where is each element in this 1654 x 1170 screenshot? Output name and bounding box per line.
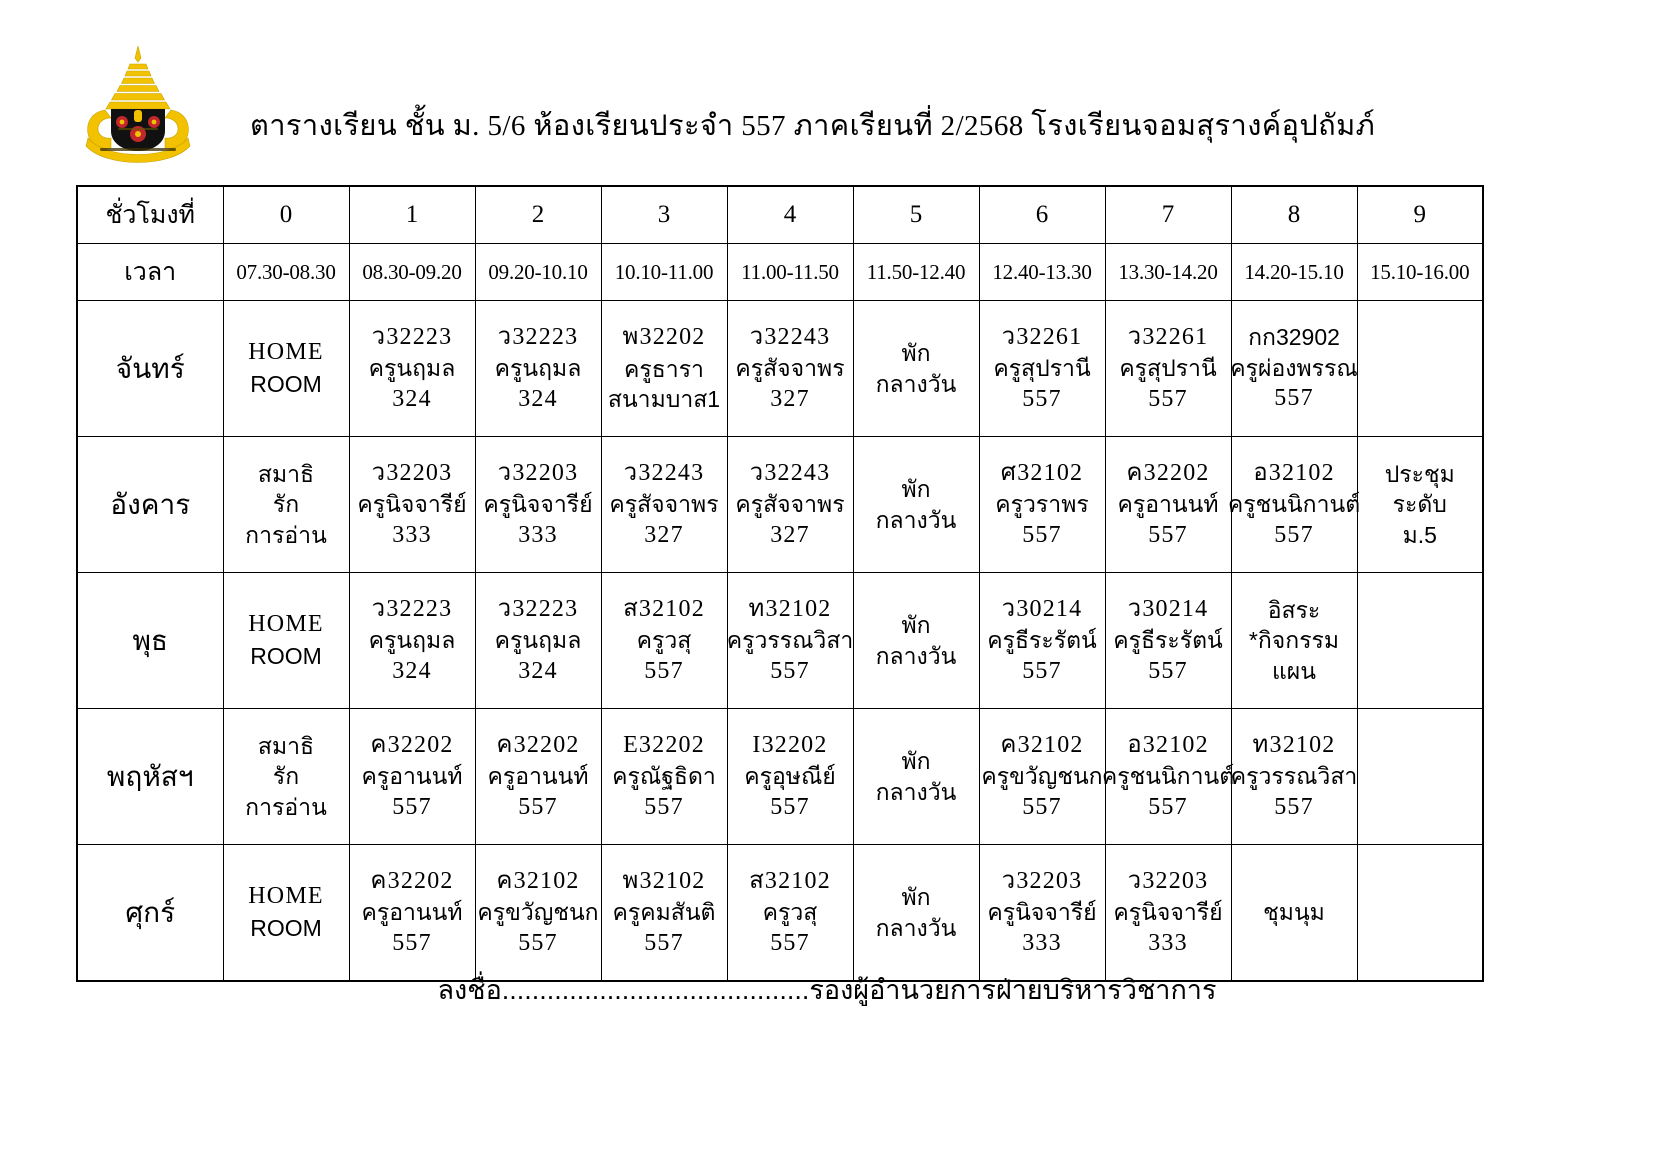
subject-code: ว32243 [749, 323, 831, 350]
room-number: 557 [1022, 793, 1062, 820]
timetable-cell[interactable] [1105, 301, 1231, 437]
room-number: 324 [518, 657, 558, 684]
teacher-name: ครูชนนิกานต์ [1101, 763, 1235, 790]
day-label-1: อังคาร [77, 437, 223, 573]
time-slot-4: 11.00-11.50 [727, 244, 853, 301]
subject-code: ว30214 [1127, 595, 1209, 622]
teacher-name: ครูคมสันติ [612, 899, 716, 926]
teacher-name: ครูนิจจารีย์ [483, 491, 593, 518]
day-label-2: พุธ [77, 573, 223, 709]
subject-code: อิสระ [1267, 596, 1321, 623]
time-header-row [77, 244, 1483, 301]
teacher-name: ครูชนนิกานต์ [1227, 491, 1361, 518]
subject-code: I32202 [752, 731, 828, 758]
timetable-cell[interactable] [1101, 709, 1235, 845]
room-number: 333 [1022, 929, 1062, 956]
teacher-name: ครูอานนท์ [1117, 491, 1219, 518]
subject-code: ว32261 [1127, 323, 1209, 350]
day-label-0: จันทร์ [77, 301, 223, 437]
subject-code: ประชุม [1384, 460, 1455, 487]
timetable-cell[interactable] [601, 709, 727, 845]
subject-code: ท32102 [1252, 731, 1336, 758]
teacher-name: ROOM [250, 371, 322, 398]
time-slot-5: 11.50-12.40 [853, 244, 979, 301]
room-number: 557 [1148, 385, 1188, 412]
subject-code: ศ32102 [1000, 459, 1084, 486]
period-header-row [77, 186, 1483, 244]
day-label-3: พฤหัสฯ [77, 709, 223, 845]
timetable-row [77, 301, 1483, 437]
period-row-label: ชั่วโมงที่ [77, 186, 223, 244]
timetable-cell[interactable] [349, 301, 475, 437]
timetable-cell[interactable] [853, 573, 979, 709]
timetable-cell[interactable] [979, 437, 1105, 573]
timetable-cell[interactable] [349, 573, 475, 709]
teacher-name: รัก [272, 491, 300, 518]
room-number: 557 [1148, 657, 1188, 684]
timetable-cell[interactable] [475, 301, 601, 437]
teacher-name: ครูสุปรานี [1119, 355, 1217, 382]
timetable-cell[interactable] [1227, 437, 1361, 573]
subject-code: ว30214 [1001, 595, 1083, 622]
room-number: 557 [1022, 385, 1062, 412]
subject-code: ว32203 [497, 459, 579, 486]
teacher-name: ครูวสุ [636, 627, 692, 654]
room-number: 327 [770, 521, 810, 548]
timetable-cell[interactable] [349, 845, 475, 982]
teacher-name: ครูวราพร [995, 491, 1089, 518]
teacher-name: ครูธีระรัตน์ [987, 627, 1097, 654]
subject-code: พัก [901, 612, 931, 639]
timetable-cell[interactable] [853, 437, 979, 573]
room-number: 557 [644, 657, 684, 684]
time-slot-2: 09.20-10.10 [475, 244, 601, 301]
room-number: 327 [644, 521, 684, 548]
room-number: 557 [644, 929, 684, 956]
teacher-name: ROOM [250, 915, 322, 942]
timetable-cell[interactable] [223, 301, 349, 437]
room-number: 324 [518, 385, 558, 412]
room-number: 333 [392, 521, 432, 548]
subject-code: ว32203 [1127, 867, 1209, 894]
room-number: แผน [1271, 657, 1317, 684]
timetable-cell[interactable] [727, 709, 853, 845]
room-number: 333 [1148, 929, 1188, 956]
teacher-name: ครูขวัญชนก [477, 899, 599, 926]
teacher-name: กลางวัน [875, 642, 957, 669]
timetable-cell[interactable] [727, 573, 853, 709]
subject-code: สมาธิ [257, 460, 315, 487]
timetable-cell[interactable] [727, 301, 853, 437]
teacher-name: กลางวัน [875, 914, 957, 941]
period-number-8: 8 [1231, 186, 1357, 244]
timetable-cell[interactable] [1357, 709, 1483, 845]
subject-code: ค32102 [496, 867, 580, 894]
subject-code: HOME [248, 339, 324, 366]
page-title: ตารางเรียน ชั้น ม. 5/6 ห้องเรียนประจำ 557 ภาคเรียนที่ 2/2568 โรงเรียนจอมสุรางค์อุปถัมภ์ [250, 110, 1376, 142]
timetable-cell[interactable] [979, 709, 1105, 845]
subject-code: E32202 [623, 731, 705, 758]
period-number-0: 0 [223, 186, 349, 244]
subject-code: ค32202 [370, 867, 454, 894]
subject-code: HOME [248, 611, 324, 638]
teacher-name: ครูธารา [624, 355, 704, 382]
timetable-cell[interactable] [601, 845, 727, 982]
timetable-cell[interactable] [601, 573, 727, 709]
timetable-cell[interactable] [349, 709, 475, 845]
teacher-name: ครูสัจจาพร [735, 491, 845, 518]
timetable [76, 185, 1484, 982]
time-slot-3: 10.10-11.00 [601, 244, 727, 301]
teacher-name: ROOM [250, 643, 322, 670]
subject-code: ท32102 [748, 595, 832, 622]
teacher-name: ครูขวัญชนก [981, 763, 1103, 790]
room-number: สนามบาส1 [607, 386, 721, 413]
subject-code: สมาธิ [257, 732, 315, 759]
room-number: 557 [1148, 521, 1188, 548]
subject-code: ชุมนุม [1263, 899, 1325, 926]
timetable-cell[interactable] [1231, 709, 1357, 845]
subject-code: พัก [901, 476, 931, 503]
timetable-cell[interactable] [475, 437, 601, 573]
timetable-row [77, 709, 1483, 845]
room-number: 557 [392, 929, 432, 956]
time-slot-1: 08.30-09.20 [349, 244, 475, 301]
teacher-name: กลางวัน [875, 778, 957, 805]
timetable-cell[interactable] [223, 437, 349, 573]
teacher-name: ครูนฤมล [368, 627, 456, 654]
teacher-name: ครูวรรณวิสา [726, 627, 854, 654]
teacher-name: ครูนิจจารีย์ [987, 899, 1097, 926]
teacher-name: ครูวสุ [762, 899, 818, 926]
school-emblem-icon [78, 42, 198, 167]
subject-code: อ32102 [1127, 731, 1209, 758]
subject-code: อ32102 [1253, 459, 1335, 486]
room-number: 557 [1274, 385, 1314, 412]
timetable-cell[interactable] [1357, 437, 1483, 573]
timetable-cell[interactable] [1231, 301, 1357, 437]
room-number: 324 [392, 657, 432, 684]
subject-code: ว32223 [497, 323, 579, 350]
subject-code: ส32102 [623, 595, 705, 622]
subject-code: HOME [248, 883, 324, 910]
timetable-row [77, 845, 1483, 982]
time-slot-0: 07.30-08.30 [223, 244, 349, 301]
time-slot-9: 15.10-16.00 [1357, 244, 1483, 301]
room-number: 557 [1274, 521, 1314, 548]
subject-code: พ32102 [622, 867, 706, 894]
timetable-cell[interactable] [853, 709, 979, 845]
subject-code: ว32261 [1001, 323, 1083, 350]
subject-code: ว32243 [623, 459, 705, 486]
teacher-name: ครูวรรณวิสา [1230, 763, 1358, 790]
room-number: 557 [1022, 657, 1062, 684]
teacher-name: ครูณัฐธิดา [612, 763, 716, 790]
timetable-cell[interactable] [727, 845, 853, 982]
timetable-cell[interactable] [223, 845, 349, 982]
room-number: 557 [518, 929, 558, 956]
day-label-4: ศุกร์ [77, 845, 223, 982]
subject-code: ค32102 [1000, 731, 1084, 758]
timetable-cell[interactable] [475, 573, 601, 709]
signature-line: ลงชื่อ.........................................รองผู้อำนวยการฝ่ายบริหารวิชาการ [437, 975, 1217, 1005]
timetable-cell[interactable] [475, 709, 601, 845]
teacher-name: ครูสัจจาพร [609, 491, 719, 518]
subject-code: ว32243 [749, 459, 831, 486]
teacher-name: กลางวัน [875, 506, 957, 533]
teacher-name: ครูอานนท์ [361, 899, 463, 926]
period-number-2: 2 [475, 186, 601, 244]
subject-code: ว32223 [371, 323, 453, 350]
teacher-name: ครูนิจจารีย์ [357, 491, 467, 518]
period-number-5: 5 [853, 186, 979, 244]
room-number: การอ่าน [245, 521, 327, 548]
timetable-cell[interactable] [223, 573, 349, 709]
subject-code: ว32223 [371, 595, 453, 622]
room-number: 557 [1148, 793, 1188, 820]
time-slot-8: 14.20-15.10 [1231, 244, 1357, 301]
timetable-cell[interactable] [349, 437, 475, 573]
timetable-cell[interactable] [223, 709, 349, 845]
subject-code: ส32102 [749, 867, 831, 894]
timetable-row [77, 437, 1483, 573]
teacher-name: ครูนฤมล [494, 627, 582, 654]
room-number: 557 [770, 793, 810, 820]
time-slot-7: 13.30-14.20 [1105, 244, 1231, 301]
subject-code: ว32223 [497, 595, 579, 622]
subject-code: ค32202 [1126, 459, 1210, 486]
timetable-cell[interactable] [1105, 845, 1231, 982]
timetable-cell[interactable] [475, 845, 601, 982]
room-number: 557 [770, 929, 810, 956]
timetable-cell[interactable] [1357, 573, 1483, 709]
document-header [0, 0, 1654, 185]
teacher-name: ครูผ่องพรรณ [1230, 354, 1358, 381]
period-number-3: 3 [601, 186, 727, 244]
timetable-cell[interactable] [853, 845, 979, 982]
subject-code: ค32202 [496, 731, 580, 758]
timetable-row [77, 573, 1483, 709]
teacher-name: ครูสุปรานี [993, 355, 1091, 382]
timetable-cell[interactable] [1105, 437, 1231, 573]
timetable-cell[interactable] [853, 301, 979, 437]
room-number: ม.5 [1402, 521, 1437, 548]
room-number: 557 [392, 793, 432, 820]
period-number-1: 1 [349, 186, 475, 244]
room-number: 557 [644, 793, 684, 820]
teacher-name: ครูอานนท์ [361, 763, 463, 790]
period-number-9: 9 [1357, 186, 1483, 244]
room-number: 327 [770, 385, 810, 412]
timetable-cell[interactable] [727, 437, 853, 573]
room-number: 557 [770, 657, 810, 684]
subject-code: พัก [901, 884, 931, 911]
teacher-name: *กิจกรรม [1248, 627, 1340, 654]
period-number-7: 7 [1105, 186, 1231, 244]
teacher-name: ครูอุษณีย์ [744, 763, 836, 790]
timetable-cell[interactable] [1357, 845, 1483, 982]
time-slot-6: 12.40-13.30 [979, 244, 1105, 301]
timetable-cell[interactable] [1105, 573, 1231, 709]
timetable-cell[interactable] [601, 301, 727, 437]
subject-code: ค32202 [370, 731, 454, 758]
teacher-name: ครูนิจจารีย์ [1113, 899, 1223, 926]
subject-code: กก32902 [1248, 324, 1340, 351]
subject-code: พัก [901, 340, 931, 367]
timetable-cell[interactable] [979, 301, 1105, 437]
teacher-name: ครูอานนท์ [487, 763, 589, 790]
timetable-cell[interactable] [1357, 301, 1483, 437]
timetable-cell[interactable] [979, 573, 1105, 709]
period-number-4: 4 [727, 186, 853, 244]
teacher-name: กลางวัน [875, 370, 957, 397]
timetable-cell[interactable] [601, 437, 727, 573]
teacher-name: ครูนฤมล [494, 355, 582, 382]
teacher-name: ครูสัจจาพร [735, 355, 845, 382]
room-number: 557 [1022, 521, 1062, 548]
timetable-container [76, 185, 1484, 982]
timetable-cell[interactable] [1231, 845, 1357, 982]
room-number: 557 [1274, 793, 1314, 820]
room-number: 557 [518, 793, 558, 820]
teacher-name: ระดับ [1392, 491, 1447, 518]
timetable-cell[interactable] [1231, 573, 1357, 709]
teacher-name: รัก [272, 763, 300, 790]
period-number-6: 6 [979, 186, 1105, 244]
subject-code: ว32203 [1001, 867, 1083, 894]
teacher-name: ครูนฤมล [368, 355, 456, 382]
subject-code: พ32202 [622, 324, 706, 351]
subject-code: ว32203 [371, 459, 453, 486]
time-row-label: เวลา [77, 244, 223, 301]
timetable-cell[interactable] [979, 845, 1105, 982]
room-number: 333 [518, 521, 558, 548]
room-number: การอ่าน [245, 793, 327, 820]
teacher-name: ครูธีระรัตน์ [1113, 627, 1223, 654]
subject-code: พัก [901, 748, 931, 775]
room-number: 324 [392, 385, 432, 412]
